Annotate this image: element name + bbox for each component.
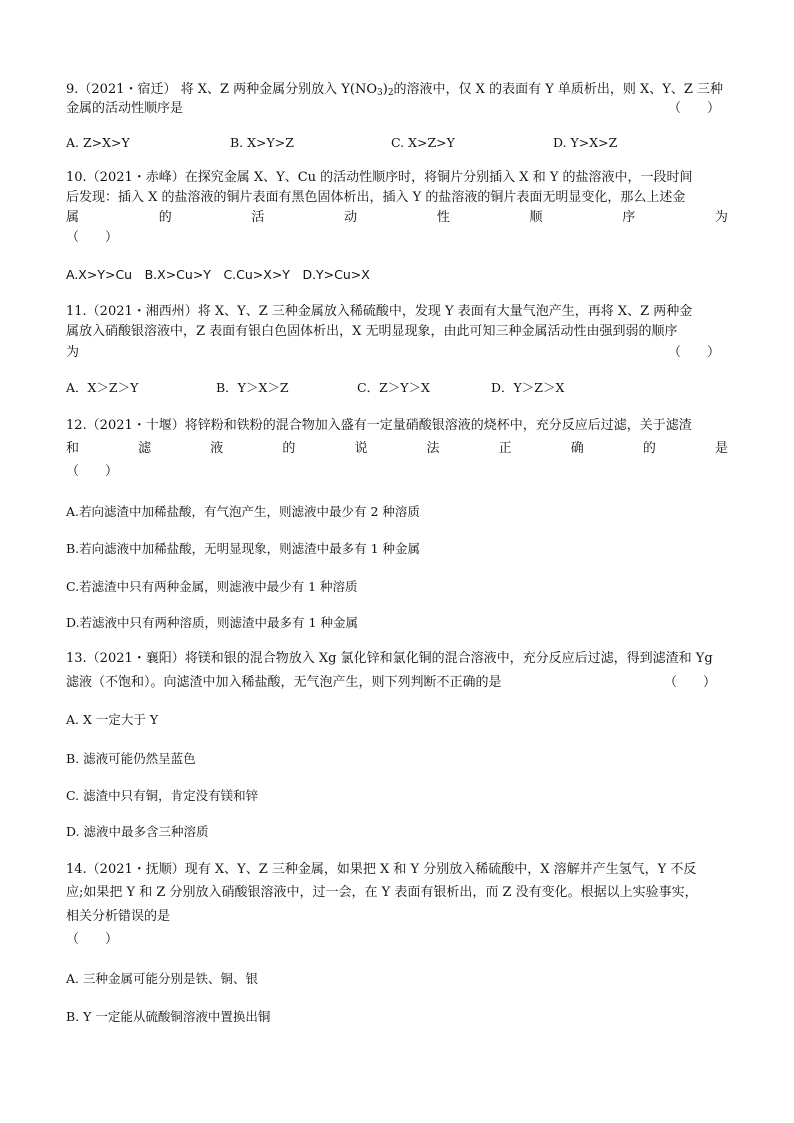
q11-option-c: C．Z＞Y＞X [357, 380, 430, 395]
q10-stem-line-3: 属 的 活 动 性 顺 序 为 [66, 210, 728, 225]
q9-stem-line-1: 9.（2021・宿迁） 将 X、Z 两种金属分别放入 $Y(NO_3)_2$的溶液中，仅 X 的表面有 Y 单质析出，则 X、Y、Z 三种 [66, 82, 724, 98]
q11-option-d: D．Y＞Z＞X [491, 380, 565, 395]
q11-stem-line-1: 11.（2021・湘西州）将 X、Y、Z 三种金属放入稀硫酸中，发现 Y 表面有大量气泡产生，再将 X、Z 两种金 [66, 304, 693, 319]
answer-blank: （ ） [66, 230, 119, 245]
q10-stem-line-2: 后发现：插入 X 的盐溶液的铜片表面有黑色固体析出，插入 Y 的盐溶液的铜片表面无明显变化，那么上述金 [66, 190, 686, 205]
q14-stem-line-2: 应;如果把 Y 和 Z 分别放入硝酸银溶液中，过一会，在 Y 表面有银析出，而 Z 没有变化。根据以上实验事实， [66, 885, 698, 900]
q13-option-d: D. 滤液中最多含三种溶质 [66, 824, 209, 839]
q13-option-b: B. 滤液可能仍然呈蓝色 [66, 751, 196, 766]
q14-option-b: B. Y 一定能从硫酸铜溶液中置换出铜 [66, 1009, 271, 1024]
q12-stem-line-2: 和 滤 液 的 说 法 正 确 的 是 [66, 441, 728, 456]
answer-blank: （ ） [66, 932, 119, 947]
q12-option-d: D.若滤液中只有两种溶质，则滤渣中最多有 1 种金属 [66, 615, 358, 630]
q11-stem-line-2: 属放入硝酸银溶液中，Z 表面有银白色固体析出，X 无明显现象，由此可知三种金属活动性由强到弱的顺序 [66, 324, 678, 339]
q12-option-b: B.若向滤液中加稀盐酸，无明显现象，则滤渣中最多有 1 种金属 [66, 541, 421, 556]
q12-stem-line-1: 12.（2021・十堰）将锌粉和铁粉的混合物加入盛有一定量硝酸银溶液的烧杯中，充分反应后过滤，关于滤渣 [66, 418, 692, 433]
q11-option-a: A．X＞Z＞Y [66, 380, 139, 395]
q11-option-b: B．Y＞X＞Z [216, 380, 289, 395]
q13-option-a: A. X 一定大于 Y [66, 712, 159, 727]
answer-blank: （ ） [66, 464, 119, 479]
q9-option-c: C. X>Z>Y [391, 135, 455, 150]
answer-blank: （ ） [668, 101, 721, 116]
answer-blank: （ ） [668, 345, 721, 360]
q13-option-c: C. 滤渣中只有铜，肯定没有镁和锌 [66, 788, 259, 803]
q13-stem-line-2: 滤液（不饱和）。向滤渣中加入稀盐酸，无气泡产生，则下列判断不正确的是 [66, 675, 502, 690]
q14-option-a: A. 三种金属可能分别是铁、铜、银 [66, 971, 258, 986]
q9-stem-line-2: 金属的活动性顺序是 [66, 101, 184, 116]
q9-option-d: D. Y>X>Z [553, 135, 618, 150]
q12-option-c: C.若滤渣中只有两种金属，则滤液中最少有 1 种溶质 [66, 579, 358, 594]
q12-option-a: A.若向滤渣中加稀盐酸，有气泡产生，则滤液中最少有 2 种溶质 [66, 504, 420, 519]
q14-stem-line-3: 相关分析错误的是 [66, 909, 171, 924]
q11-stem-line-3: 为 [66, 345, 80, 360]
q9-option-a: A. Z>X>Y [66, 135, 130, 150]
answer-blank: （ ） [664, 675, 717, 690]
q13-stem-line-1: 13.（2021・襄阳）将镁和银的混合物放入 Xg 氯化锌和氯化铜的混合溶液中，充分反应后过滤，得到滤渣和 Yg [66, 651, 713, 666]
q14-stem-line-1: 14.（2021・抚顺）现有 X、Y、Z 三种金属，如果把 X 和 Y 分别放入稀硫酸中，X 溶解并产生氢气，Y 不反 [66, 862, 697, 877]
q9-option-b: B. X>Y>Z [230, 135, 294, 150]
q10-options: A.X>Y>Cu B.X>Cu>Y C.Cu>X>Y D.Y>Cu>X [66, 267, 370, 282]
q10-stem-line-1: 10.（2021・赤峰）在探究金属 X、Y、Cu 的活动性顺序时，将铜片分别插入 X 和 Y 的盐溶液中，一段时间 [66, 170, 693, 185]
